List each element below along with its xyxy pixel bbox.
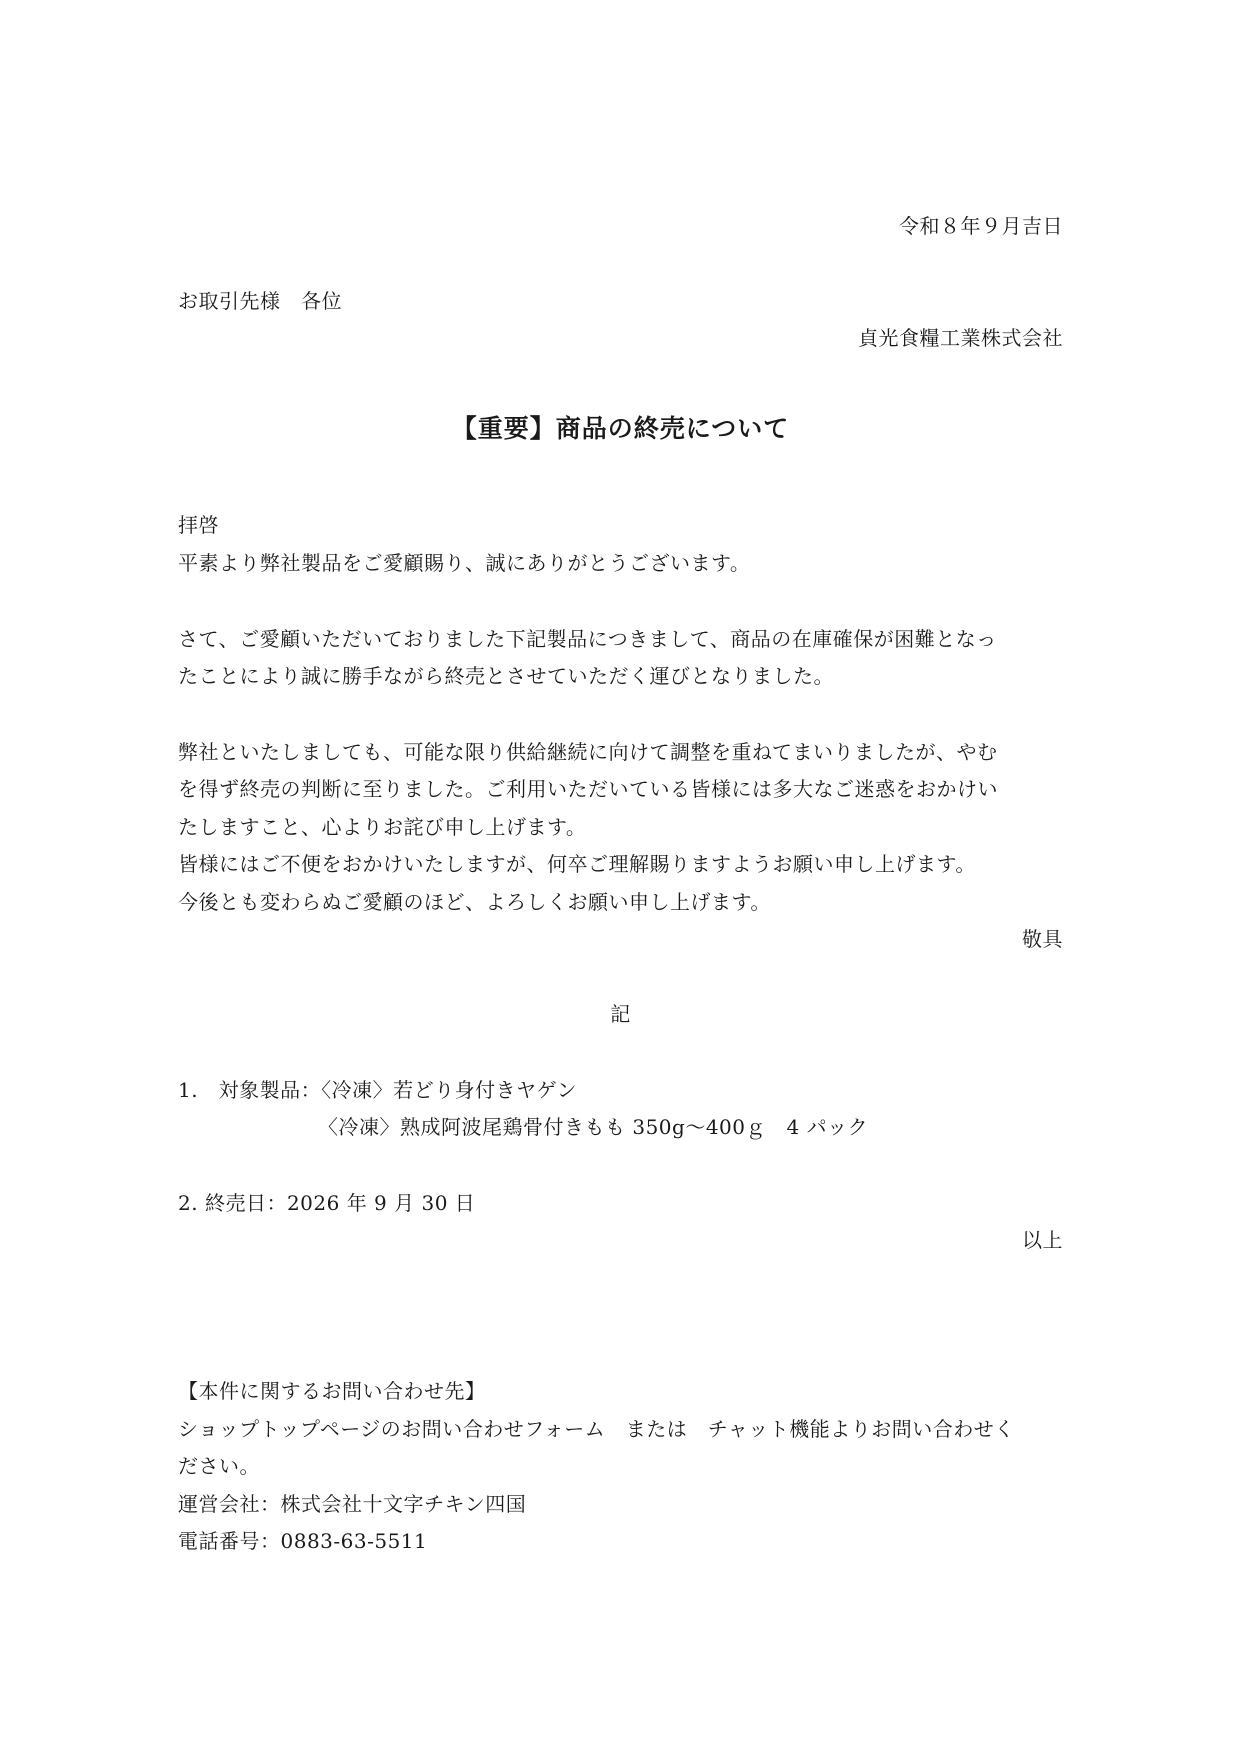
body-line: たしますこと、心よりお詫び申し上げます。 [178, 815, 587, 839]
recipient: お取引先様 各位 [178, 289, 342, 313]
closing-salutation: 敬具 [1022, 927, 1063, 951]
body-line: たことにより誠に勝手ながら終売とさせていただく運びとなりました。 [178, 664, 834, 688]
phone-number: 電話番号：0883-63-5511 [178, 1529, 428, 1553]
target-products-line: 〈冷凍〉熟成阿波尾鶏骨付きもも 350g～400ｇ 4 パック [318, 1115, 869, 1139]
contact-text: ださい。 [178, 1454, 260, 1478]
end-date: 2. 終売日：2026 年 9 月 30 日 [178, 1191, 476, 1215]
contact-heading: 【本件に関するお問い合わせ先】 [178, 1379, 486, 1403]
contact-text: ショップトップページのお問い合わせフォーム または チャット機能よりお問い合わせく [178, 1417, 1015, 1441]
ki-heading: 記 [610, 1002, 631, 1026]
body-line: 今後とも変わらぬご愛顧のほど、よろしくお願い申し上げます。 [178, 890, 771, 914]
end-mark: 以上 [1022, 1228, 1063, 1252]
body-line: 平素より弊社製品をご愛顧賜り、誠にありがとうございます。 [178, 551, 751, 575]
document-date: 令和８年９月吉日 [899, 214, 1063, 238]
target-products-line: 1. 対象製品：〈冷凍〉若どり身付きヤゲン [178, 1078, 578, 1102]
body-line: 皆様にはご不便をおかけいたしますが、何卒ご理解賜りますようお願い申し上げます。 [178, 852, 976, 876]
body-line: 弊社といたしましても、可能な限り供給継続に向けて調整を重ねてまいりましたが、やむ [178, 740, 998, 764]
sender: 貞光食糧工業株式会社 [858, 326, 1063, 350]
body-line: さて、ご愛顧いただいておりました下記製品につきまして、商品の在庫確保が困難となっ [178, 627, 997, 651]
operating-company: 運営会社：株式会社十文字チキン四国 [178, 1492, 527, 1516]
document-title: 【重要】商品の終売について [451, 414, 790, 443]
opening-salutation: 拝啓 [178, 513, 219, 537]
body-line: を得ず終売の判断に至りました。ご利用いただいている皆様には多大なご迷惑をおかけい [178, 777, 998, 801]
